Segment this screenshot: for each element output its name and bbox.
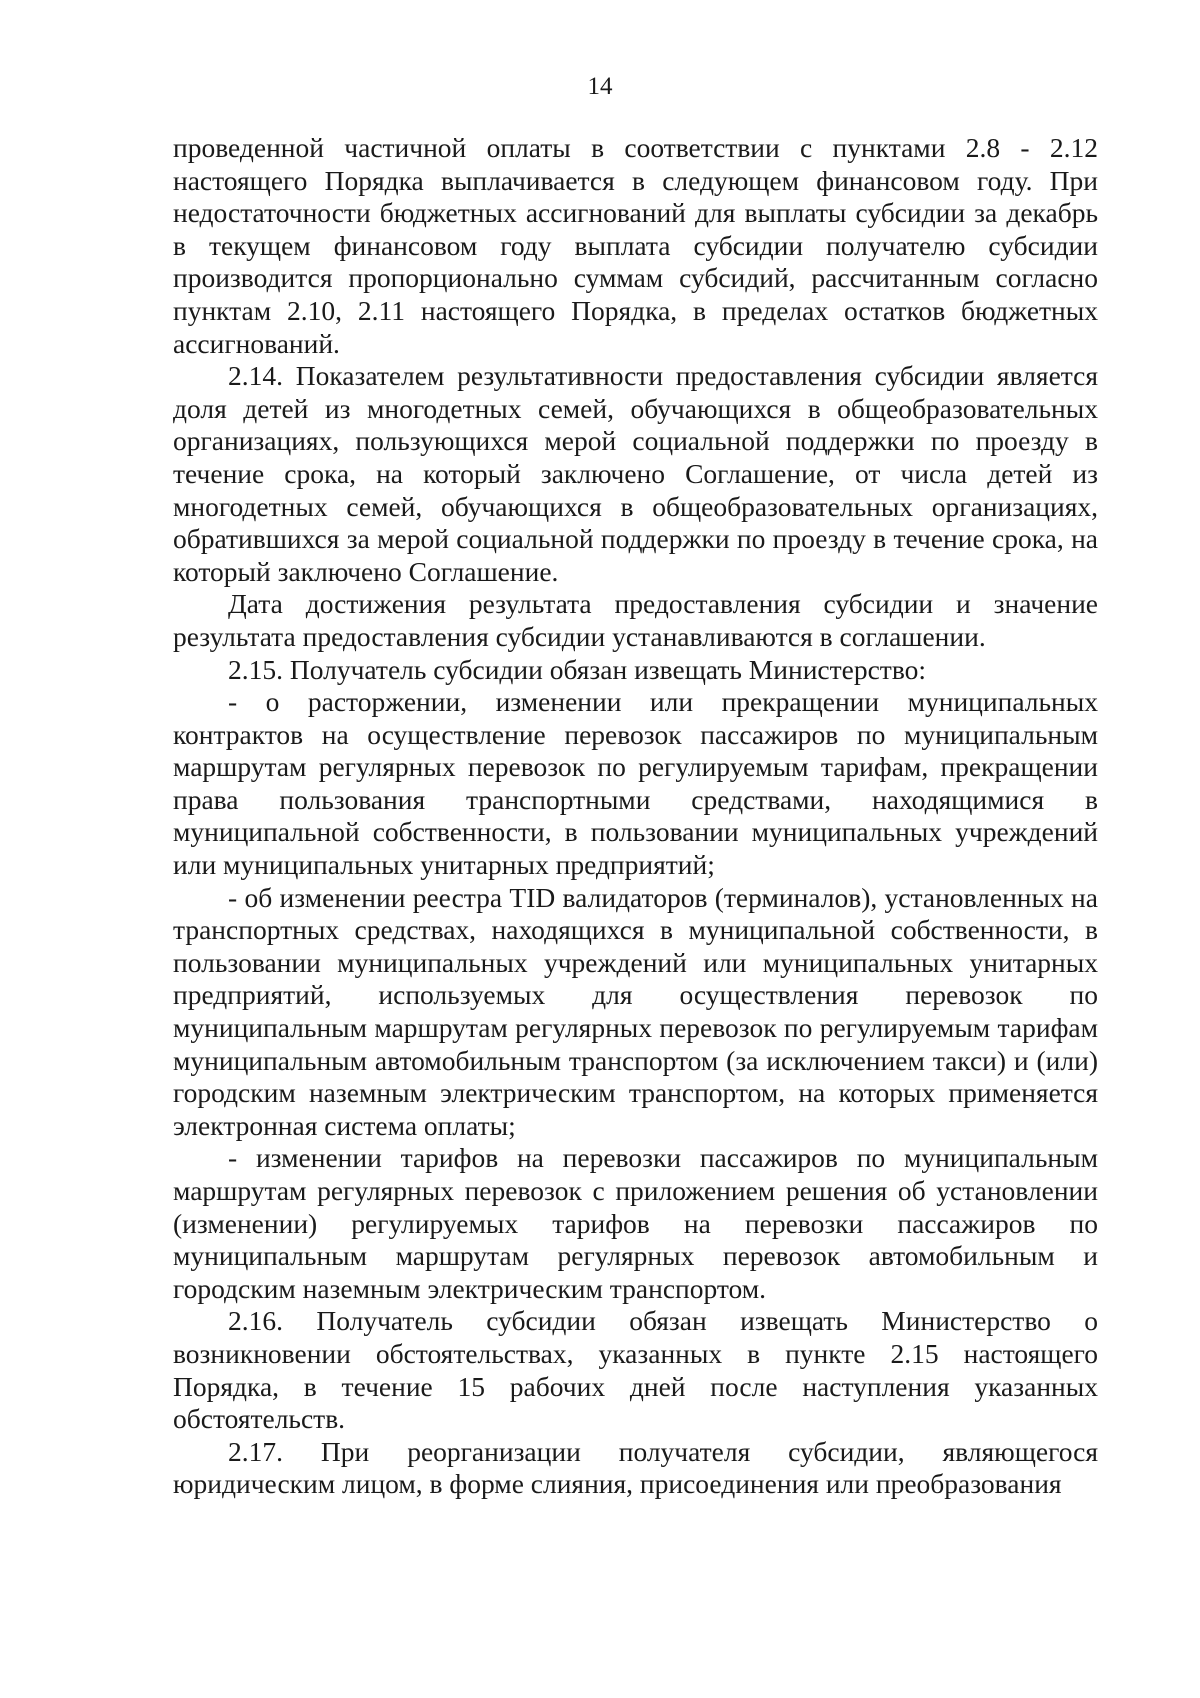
list-item-tariffs: - изменении тарифов на перевозки пассажиров по муниципальным маршрутам регулярных перевозок с приложением решения об установлении (изменении) регулируемых тарифов на перевозки пассажиров по муниципальным маршрутам регулярных перевозок автомобильным и городским наземным электрическим транспортом. [173,1142,1098,1304]
paragraph-result-date: Дата достижения результата предоставления субсидии и значение результата предоставления субсидии устанавливаются в соглашении. [173,588,1098,652]
list-item-contracts: - о расторжении, изменении или прекращении муниципальных контрактов на осуществление перевозок пассажиров по муниципальным маршрутам регулярных перевозок по регулируемым тарифам, прекращении права пользования транспортными средствами, находящимися в муниципальной собственности, в пользовании муниципальных учреждений или муниципальных унитарных предприятий; [173,686,1098,881]
paragraph-2-15: 2.15. Получатель субсидии обязан извещать Министерство: [228,653,927,685]
paragraph-2-16: 2.16. Получатель субсидии обязан извещать Министерство о возникновении обстоятельствах, указанных в пункте 2.15 настоящего Порядка, в течение 15 рабочих дней после наступления указанных обстоятельств. [173,1305,1098,1435]
document-body [173,132,1098,1501]
paragraph-continuation: проведенной частичной оплаты в соответствии с пунктами 2.8 - 2.12 настоящего Порядка выплачивается в следующем финансовом году. При недостаточности бюджетных ассигнований для выплаты субсидии за декабрь в текущем финансовом году выплата субсидии получателю субсидии производится пропорционально суммам субсидий, рассчитанным согласно пунктам 2.10, 2.11 настоящего Порядка, в пределах остатков бюджетных ассигнований. [173,132,1098,359]
page-number: 14 [587,73,613,100]
paragraph-2-17: 2.17. При реорганизации получателя субсидии, являющегося юридическим лицом, в форме слияния, присоединения или преобразования [173,1435,1098,1500]
list-item-tid-registry: - об изменении реестра TID валидаторов (терминалов), установленных на транспортных средствах, находящихся в муниципальной собственности, в пользовании муниципальных учреждений или муниципальных унитарных предприятий, используемых для осуществления перевозок по муниципальным маршрутам регулярных перевозок по регулируемым тарифам муниципальным автомобильным транспортом (за исключением такси) и (или) городским наземным электрическим транспортом, на которых применяется электронная система оплаты; [173,881,1098,1141]
paragraph-2-14: 2.14. Показателем результативности предоставления субсидии является доля детей из многодетных семей, обучающихся в общеобразовательных организациях, пользующихся мерой социальной поддержки по проезду в течение срока, на который заключено Соглашение, от числа детей из многодетных семей, обучающихся в общеобразовательных организациях, обратившихся за мерой социальной поддержки по проезду в течение срока, на который заключено Соглашение. [173,360,1098,587]
